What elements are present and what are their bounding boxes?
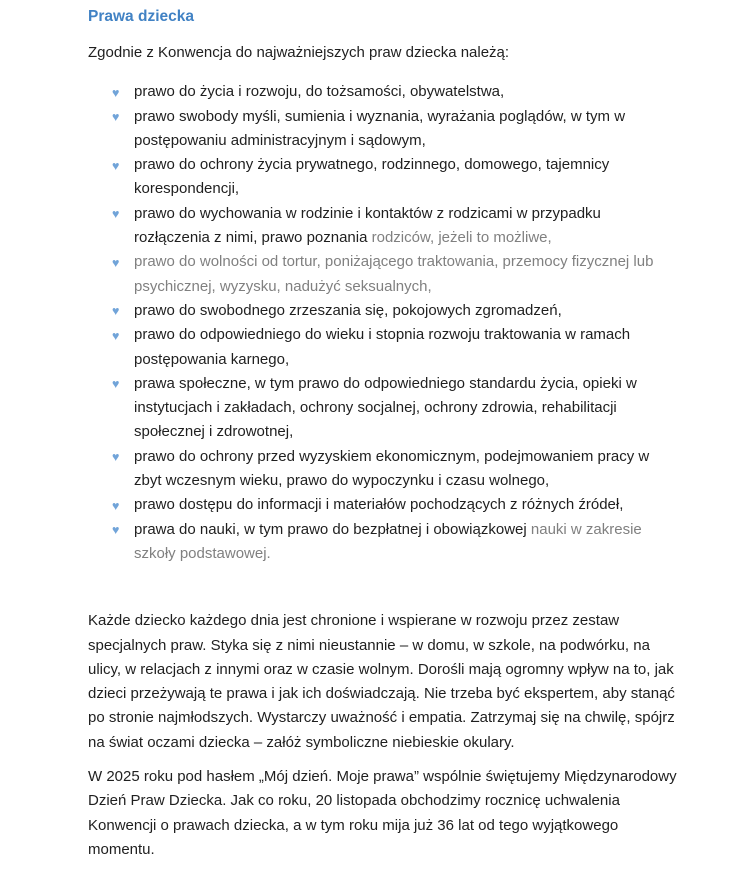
rights-list-item (88, 323, 678, 372)
list-item-text: prawo do ochrony życia prywatnego, rodzinnego, domowego, tajemnicy korespondencji, (134, 156, 610, 198)
list-item-text: prawo swobody myśli, sumienia i wyznania, wyrażania poglądów, w tym w postępowaniu administracyjnym i sądowym, (134, 107, 626, 149)
list-item-text: prawo do wychowania w rodzinie i kontaktów z rodzicami w przypadku rozłączenia z nimi, prawo poznania (134, 204, 601, 247)
rights-list-item (88, 518, 678, 567)
heart-bullet-icon: ♥ (112, 450, 120, 465)
list-item-text: prawa do nauki, w tym prawo do bezpłatnej i obowiązkowej (134, 520, 531, 538)
rights-list-item (88, 493, 678, 517)
rights-list-item (88, 299, 678, 323)
rights-list-item (88, 153, 678, 202)
list-item-text: prawo do odpowiedniego do wieku i stopnia rozwoju traktowania w ramach postępowania karnego, (134, 326, 631, 368)
heart-bullet-icon: ♥ (112, 498, 120, 513)
list-item-text: prawo do życia i rozwoju, do tożsamości, obywatelstwa, (134, 83, 505, 101)
heart-bullet-icon: ♥ (112, 85, 120, 100)
list-item-text: prawo do ochrony przed wyzyskiem ekonomicznym, podejmowaniem pracy w zbyt wczesnym wieku, prawo do wypoczynku i czasu wolnego, (134, 447, 650, 490)
list-item-text: prawa społeczne, w tym prawo do odpowiedniego standardu życia, opieki w instytucjach i zakładach, ochrony socjalnej, ochrony zdrowia, rehabilitacji społecznej i zdrowotnej, (134, 374, 637, 441)
rights-list-item (88, 80, 678, 104)
heart-bullet-icon: ♥ (112, 110, 120, 125)
heart-bullet-icon: ♥ (112, 158, 120, 173)
list-item-text: prawo dostępu do informacji i materiałów pochodzących z różnych źródeł, (134, 496, 624, 514)
intro-paragraph: Zgodnie z Konwencja do najważniejszych praw dziecka należą: (88, 44, 510, 61)
heart-bullet-icon: ♥ (112, 207, 120, 222)
rights-list-item (88, 445, 678, 494)
rights-list-item (88, 202, 678, 251)
rights-list (88, 80, 678, 566)
heart-bullet-icon: ♥ (112, 523, 120, 538)
heart-bullet-icon: ♥ (112, 255, 120, 270)
rights-list-item (88, 105, 678, 154)
rights-list-item (88, 372, 678, 445)
heart-bullet-icon: ♥ (112, 304, 120, 319)
list-item-text: nauki w zakresie szkoły podstawowej. (134, 520, 642, 562)
heart-bullet-icon: ♥ (112, 377, 120, 392)
list-item-text: rodziców, jeżeli to możliwe, (371, 229, 552, 247)
body-paragraph-2: W 2025 roku pod hasłem „Mój dzień. Moje prawa” wspólnie świętujemy Międzynarodowy Dzień Praw Dziecka. Jak co roku, 20 listopada obchodzimy rocznicę uchwalenia Konwencji o prawach dziecka, a w tym roku mija już 36 lat od tego wyjątkowego momentu. (88, 768, 677, 858)
heart-bullet-icon: ♥ (112, 328, 120, 343)
page-title: Prawa dziecka (88, 8, 194, 25)
list-item-text: prawo do wolności od tortur, poniżającego traktowania, przemocy fizycznej lub psychicznej, wyzysku, nadużyć seksualnych, (134, 253, 654, 295)
list-item-text: prawo do swobodnego zrzeszania się, pokojowych zgromadzeń, (134, 301, 562, 319)
rights-list-item (88, 250, 678, 299)
body-paragraph-1: Każde dziecko każdego dnia jest chronione i wspierane w rozwoju przez zestaw specjalnych praw. Styka się z nimi nieustannie – w domu, w szkole, na podwórku, na ulicy, w relacjach z innymi oraz w czasie wolnym. Dorośli mają ogromny wpływ na to, jak dzieci przeżywają te prawa i jak ich doświadczają. Nie trzeba być ekspertem, aby stanąć po stronie najmłodszych. Wystarczy uważność i empatia. Zatrzymaj się na chwilę, spójrz na świat oczami dziecka – załóż symboliczne niebieskie okulary. (88, 612, 675, 751)
